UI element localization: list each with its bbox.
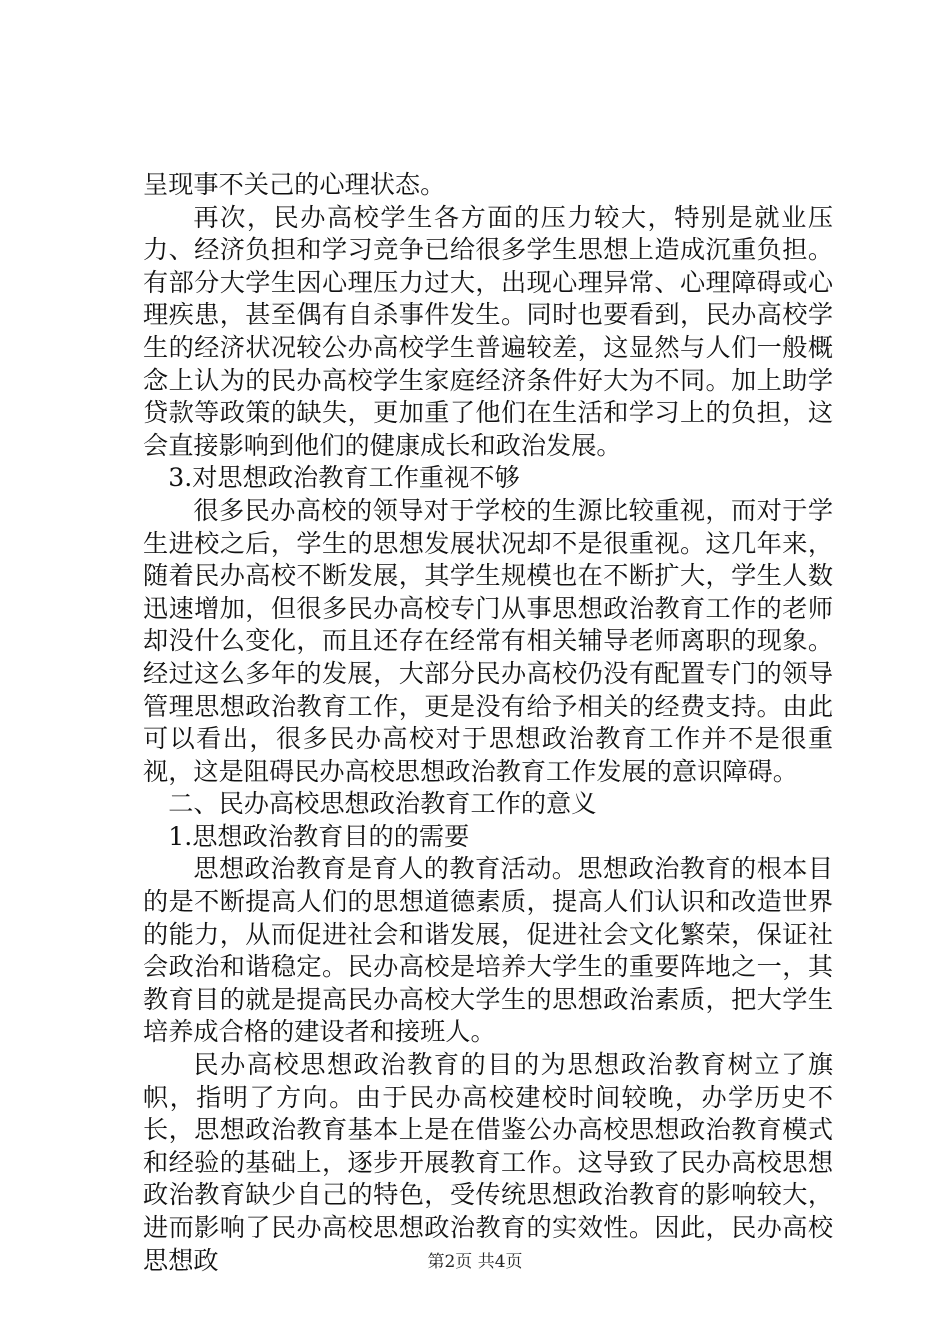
page-footer: 第2页 共4页 xyxy=(427,1252,523,1272)
paragraph-pressure: 再次，民办高校学生各方面的压力较大，特别是就业压力、经济负担和学习竞争已给很多学生思想上造成沉重负担。有部分大学生因心理压力过大，出现心理异常、心理障碍或心理疾患，甚至偶有自杀事件发生。同时也要看到，民办高校学生的经济状况较公办高校学生普遍较差，这显然与人们一般概念上认为的民办高校学生家庭经济条件好大为不同。加上助学贷款等政策的缺失，更加重了他们在生活和学习上的负担，这会直接影响到他们的健康成长和政治发展。 xyxy=(143,202,833,460)
paragraph-continuation: 呈现事不关己的心理状态。 xyxy=(143,170,446,199)
paragraph-leadership: 很多民办高校的领导对于学校的生源比较重视，而对于学生进校之后，学生的思想发展状况却不是很重视。这几年来，随着民办高校不断发展，其学生规模也在不断扩大，学生人数迅速增加，但很多民办高校专门从事思想政治教育工作的老师却没什么变化，而且还存在经常有相关辅导老师离职的现象。经过这么多年的发展，大部分民办高校仍没有配置专门的领导管理思想政治教育工作，更是没有给予相关的经费支持。由此可以看出，很多民办高校对于思想政治教育工作并不是很重视，这是阻碍民办高校思想政治教育工作发展的意识障碍。 xyxy=(143,495,833,786)
paragraph-education-goal: 思想政治教育是育人的教育活动。思想政治教育的根本目的是不断提高人们的思想道德素质，提高人们认识和改造世界的能力，从而促进社会和谐发展，促进社会文化繁荣，保证社会政治和谐稳定。民办高校是培养大学生的重要阵地之一，其教育目的就是提高民办高校大学生的思想政治素质，把大学生培养成合格的建设者和接班人。 xyxy=(143,854,833,1047)
section-heading-3: 3.对思想政治教育工作重视不够 xyxy=(168,463,520,493)
paragraph-direction: 民办高校思想政治教育的目的为思想政治教育树立了旗帜，指明了方向。由于民办高校建校时间较晚，办学历史不长，思想政治教育基本上是在借鉴公办高校思想政治教育模式和经验的基础上，逐步开展教育工作。这导致了民办高校思想政治教育缺少自己的特色，受传统思想政治教育的影响较大，进而影响了民办高校思想政治教育的实效性。因此，民办高校思想政 xyxy=(143,1050,833,1275)
document-body xyxy=(143,169,833,1277)
chapter-heading-2: 二、民办高校思想政治教育工作的意义 xyxy=(168,789,597,819)
section-heading-1: 1.思想政治教育目的的需要 xyxy=(168,821,470,851)
